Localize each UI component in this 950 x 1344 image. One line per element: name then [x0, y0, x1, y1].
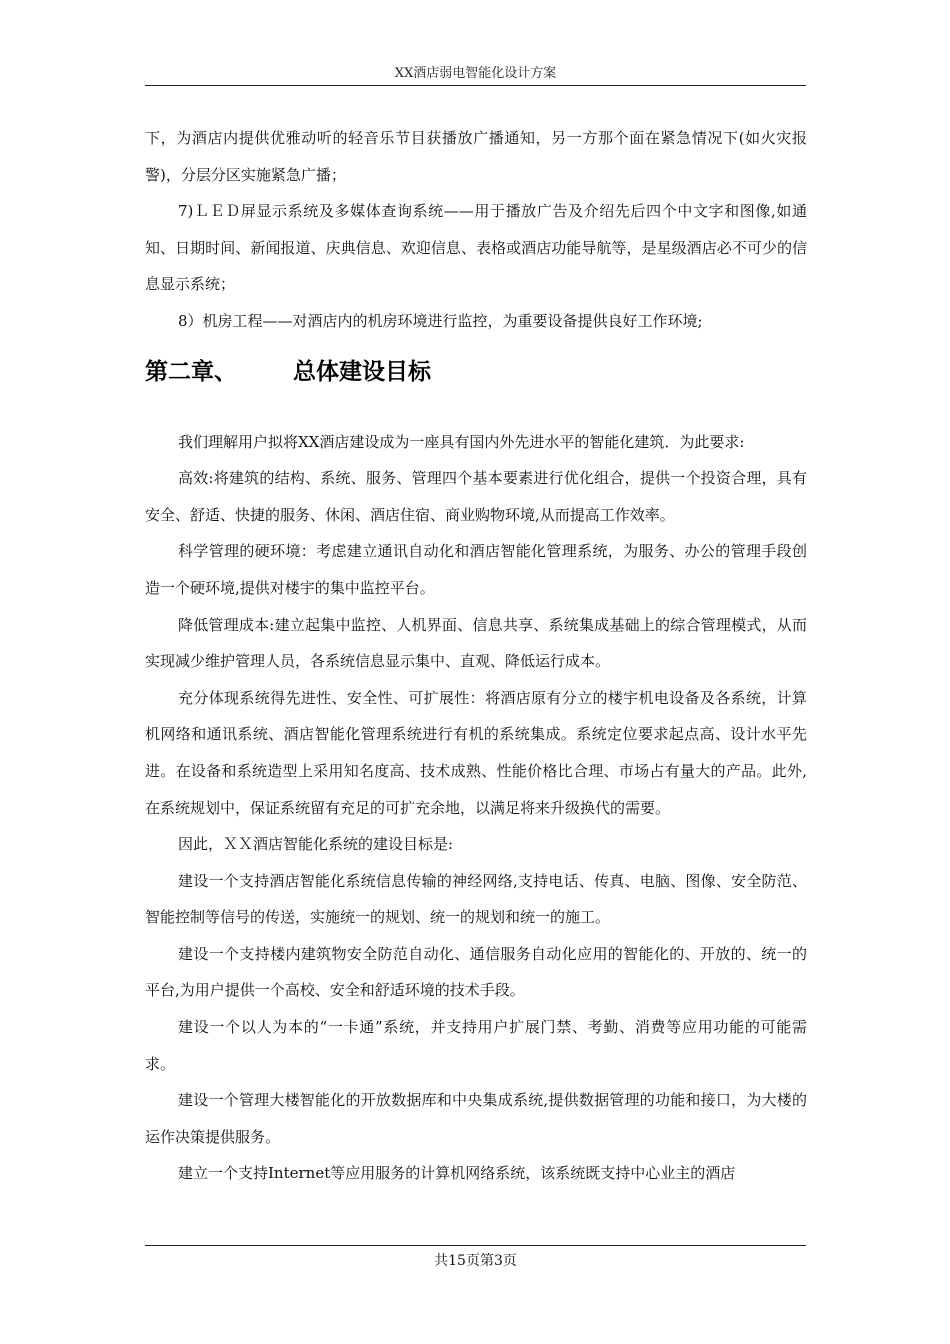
document-body [145, 120, 807, 1192]
paragraph: 下，为酒店内提供优雅动听的轻音乐节目获播放广播通知，另一方那个面在紧急情况下(如火灾报警)，分层分区实施紧急广播； [145, 129, 807, 184]
paragraph: 8）机房工程——对酒店内的机房环境进行监控，为重要设备提供良好工作环境; [178, 311, 703, 330]
paragraph: 建设一个支持楼内建筑物安全防范自动化、通信服务自动化应用的智能化的、开放的、统一的平台,为用户提供一个高校、安全和舒适环境的技术手段。 [145, 944, 807, 1000]
paragraph: 科学管理的硬环境：考虑建立通讯自动化和酒店智能化管理系统，为服务、办公的管理手段创造一个硬环境,提供对楼宇的集中监控平台。 [145, 542, 807, 597]
paragraph: 建设一个管理大楼智能化的开放数据库和中央集成系统,提供数据管理的功能和接口，为大楼的运作决策提供服务。 [145, 1091, 807, 1146]
chapter-title: 总体建设目标 [293, 358, 431, 385]
header-rule [145, 85, 806, 86]
paragraph: 我们理解用户拟将XX酒店建设成为一座具有国内外先进水平的智能化建筑．为此要求: [178, 432, 745, 451]
paragraph: 建设一个支持酒店智能化系统信息传输的神经网络,支持电话、传真、电脑、图像、安全防范、智能控制等信号的传送，实施统一的规划、统一的规划和统一的施工。 [145, 871, 807, 927]
paragraph: 因此，ＸＸ酒店智能化系统的建设目标是: [178, 835, 454, 854]
chapter-number: 第二章、 [145, 358, 237, 385]
paragraph: 建立一个支持Internet等应用服务的计算机网络系统，该系统既支持中心业主的酒店 [178, 1164, 736, 1183]
page-header: XX酒店弱电智能化设计方案 [394, 66, 557, 81]
paragraph: 降低管理成本:建立起集中监控、人机界面、信息共享、系统集成基础上的综合管理模式，从而实现减少维护管理人员，各系统信息显示集中、直观、降低运行成本。 [145, 615, 807, 671]
page-footer: 共15页第3页 [434, 1253, 517, 1269]
paragraph: 高效:将建筑的结构、系统、服务、管理四个基本要素进行优化组合，提供一个投资合理，具有安全、舒适、快捷的服务、休闲、酒店住宿、商业购物环境,从而提高工作效率。 [145, 469, 807, 524]
footer-rule [145, 1245, 806, 1246]
paragraph: 7)ＬＥＤ屏显示系统及多媒体查询系统——用于播放广告及介绍先后四个中文字和图像,如通知、日期时间、新闻报道、庆典信息、欢迎信息、表格或酒店功能导航等，是星级酒店必不可少的信息显示系统； [145, 202, 807, 294]
paragraph: 建设一个以人为本的“一卡通”系统，并支持用户扩展门禁、考勤、消费等应用功能的可能需求。 [145, 1018, 807, 1073]
chapter-heading [145, 354, 807, 390]
paragraph: 充分体现系统得先进性、安全性、可扩展性：将酒店原有分立的楼宇机电设备及各系统，计算机网络和通讯系统、酒店智能化管理系统进行有机的系统集成。系统定位要求起点高、设计水平先进。在设备和系统造型上采用知名度高、技术成熟、性能价格比合理、市场占有量大的产品。此外,在系统规划中，保证系统留有充足的可扩充余地，以满足将来升级换代的需要。 [145, 688, 807, 817]
